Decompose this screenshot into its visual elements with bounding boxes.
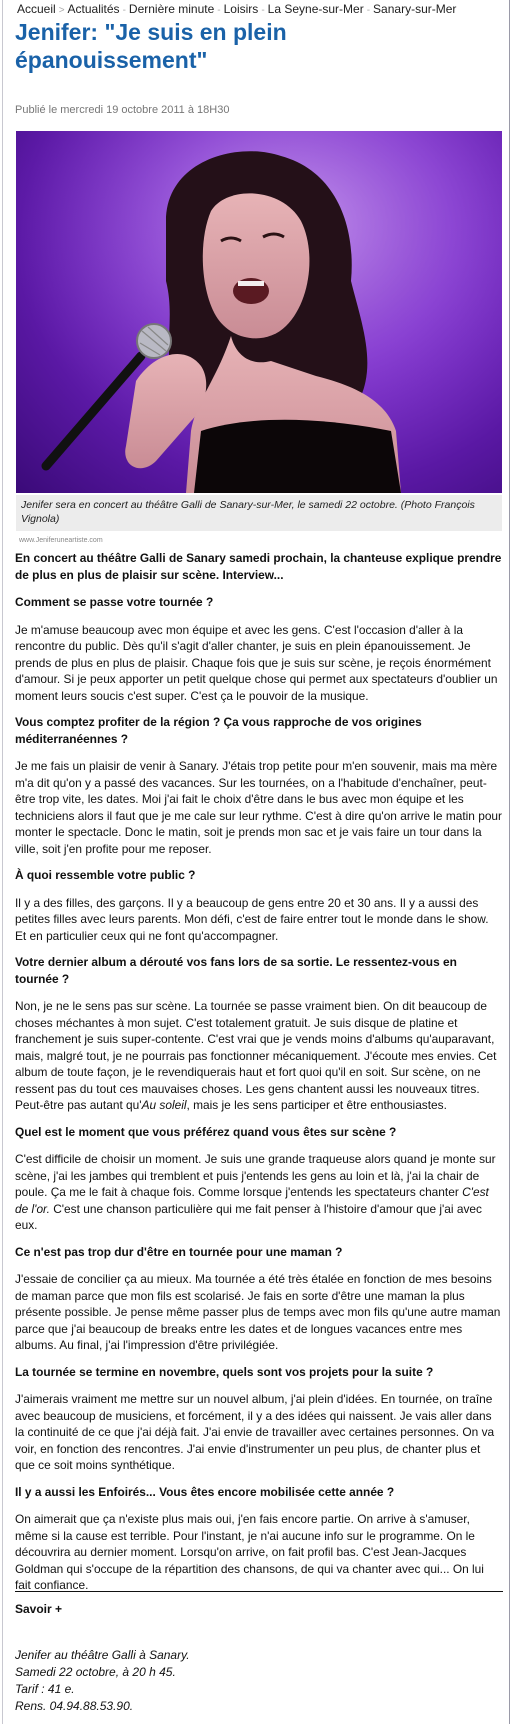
breadcrumb-link[interactable]: Loisirs xyxy=(223,2,259,16)
article-photo xyxy=(16,131,502,493)
photo-source: www.Jeniferuneartiste.com xyxy=(19,537,103,544)
breadcrumb-separator: > xyxy=(58,5,65,16)
breadcrumb-link[interactable]: Dernière minute xyxy=(128,2,215,16)
breadcrumb-separator: - xyxy=(261,5,265,16)
interview-question: Votre dernier album a dérouté vos fans lors de sa sortie. Le ressentez-vous en tournée ? xyxy=(15,955,457,986)
breadcrumb-separator: - xyxy=(217,5,221,16)
article-body xyxy=(15,550,503,1604)
interview-question: Quel est le moment que vous préférez quand vous êtes sur scène ? xyxy=(15,1124,397,1139)
info-line: Rens. 04.94.88.53.90. xyxy=(15,1699,134,1713)
interview-answer: Je m'amuse beaucoup avec mon équipe et avec les gens. C'est l'occasion d'aller à la rencontre du public. Dès qu'il s'agit d'aller chanter, je suis en plein épanouissement. Je prends de plus en plus de plaisir. Chaque fois que je suis sur scène, je reçois énormément d'amour. Si je peux apporter un petit quelque chose qui permet aux spectateurs d'oublier un moment leurs soucis c'est super. C'est ça le pouvoir de la musique. xyxy=(15,622,498,703)
breadcrumb-separator: - xyxy=(122,5,126,16)
answer-text: , mais je les sens participer et être enthousiastes. xyxy=(186,1098,447,1112)
song-title: C'est de l'or. xyxy=(15,1185,489,1216)
interview-answer xyxy=(15,998,503,1114)
concert-photo-illustration xyxy=(16,131,502,493)
interview-answer: Il y a des filles, des garçons. Il y a beaucoup de gens entre 20 et 30 ans. Il y a aussi des petites filles avec leurs parents. Mon défi, c'est de faire entrer tout le monde dans le show. Et en particulier ceux qui ne font qu'accompagner. xyxy=(15,895,489,943)
interview-answer: J'aimerais vraiment me mettre sur un nouvel album, j'ai plein d'idées. En tournée, on traîne avec beaucoup de musiciens, et forcément, il y a des idées qui naissent. Je vais aller dans la continuité de ce que j'ai déjà fait. J'ai envie de travailler avec certaines personnes. On va voir, en fonction des rencontres. J'ai envie d'instrumenter un peu plus, de chanter plus et que ce soit moins synthétique. xyxy=(15,1392,495,1472)
interview-question: Vous comptez profiter de la région ? Ça vous rapproche de vos origines méditerranéennes ? xyxy=(15,715,422,746)
photo-caption: Jenifer sera en concert au théâtre Galli de Sanary-sur-Mer, le samedi 22 octobre. (Photo François Vignola) xyxy=(16,495,502,531)
section-divider xyxy=(15,1591,503,1592)
breadcrumb-link[interactable]: Accueil xyxy=(17,2,56,16)
interview-answer: Je me fais un plaisir de venir à Sanary. J'étais trop petite pour m'en souvenir, mais ma mère m'a dit qu'on y a passé des vacances. Sur les tournées, on a l'habitude d'enchaîner, peut-être trop vite, les dates. Moi j'ai fait le choix d'être dans le bus avec mon équipe et les techniciens alors il faut que je me cale sur leur rythme. C'est à dire qu'on arrive le matin pour monter le spectacle. Donc le matin, soit je prends mon sac et je vais faire un tour dans la ville, soit j'en profite pour me reposer. xyxy=(15,759,502,856)
savoir-plus-title: Savoir + xyxy=(15,1602,63,1616)
interview-question: Comment se passe votre tournée ? xyxy=(15,595,214,609)
breadcrumb-link[interactable]: La Seyne-sur-Mer xyxy=(267,2,364,16)
breadcrumb-link[interactable]: Sanary-sur-Mer xyxy=(373,2,457,16)
interview-answer: On aimerait que ça n'existe plus mais oui, j'en fais encore partie. On arrive à s'amuser, même si la cause est terrible. Pour l'instant, je n'ai aucune info sur le programme. On le découvrira au dernier moment. Lorsqu'on arrive, on fait profil bas. C'est Jean-Jacques Goldman qui s'occupe de la répartition des chansons, de qui va chanter avec qui... On lui fait confiance. xyxy=(15,1512,484,1592)
interview-answer: J'essaie de concilier ça au mieux. Ma tournée a été très étalée en fonction de mes besoins de maman parce que mon fils est scolarisé. Je fais en sorte d'être une maman la plus présente possible. Je pense même passer plus de temps avec mon fils qu'une autre maman parce que j'ai beaucoup de breaks entre les dates et de longues vacances entre mes albums. Au final, j'ai l'impression d'être privilégiée. xyxy=(15,1272,501,1352)
song-title: Au soleil xyxy=(141,1098,187,1112)
publish-date: Publié le mercredi 19 octobre 2011 à 18H30 xyxy=(15,104,230,116)
article-page xyxy=(2,0,510,1724)
breadcrumb-separator: - xyxy=(366,5,371,16)
info-line: Tarif : 41 e. xyxy=(15,1682,75,1696)
answer-text: C'est une chanson particulière qui me fait penser à l'histoire d'amour que j'ai avec eux. xyxy=(15,1201,482,1232)
interview-question: La tournée se termine en novembre, quels sont vos projets pour la suite ? xyxy=(15,1364,434,1379)
article-lead: En concert au théâtre Galli de Sanary samedi prochain, la chanteuse explique prendre de plus en plus de plaisir sur scène. Interview... xyxy=(15,551,502,582)
page-title: Jenifer: "Je suis en plein épanouissement" xyxy=(15,19,287,73)
breadcrumb-link[interactable]: Actualités xyxy=(67,2,120,16)
interview-question: Ce n'est pas trop dur d'être en tournée pour une maman ? xyxy=(15,1244,343,1259)
answer-text: C'est difficile de choisir un moment. Je suis une grande traqueuse alors quand je monte sur scène, j'ai les jambes qui tremblent et puis j'entends les gens au loin et là, j'ai la chair de poule. Ça me le fait à chaque fois. Comme lorsque j'entends les spectateurs chanter xyxy=(15,1152,496,1199)
breadcrumb xyxy=(17,2,456,16)
savoir-plus-info xyxy=(15,1647,190,1715)
info-line: Jenifer au théâtre Galli à Sanary. xyxy=(15,1648,190,1662)
answer-text: Non, je ne le sens pas sur scène. La tournée se passe vraiment bien. On dit beaucoup de choses méchantes à mon sujet. C'est totalement gratuit. Je suis disque de platine et franchement je suis super-contente. C'est vrai que je vends moins d'albums qu'auparavant, mais, malgré tout, je ne pourrais pas fonctionner mécaniquement. J'écoute mes envies. Cet album de toute façon, je le revendiquerais haut et fort quoi qu'il en soit. Sur scène, on ne ressent pas du tout ces mauvaises choses. Les gens chantent aussi les nouveaux titres. Peut-être pas autant qu' xyxy=(15,999,497,1112)
interview-question: À quoi ressemble votre public ? xyxy=(15,868,196,882)
interview-answer xyxy=(15,1151,503,1234)
info-line: Samedi 22 octobre, à 20 h 45. xyxy=(15,1665,176,1679)
interview-question: Il y a aussi les Enfoirés... Vous êtes encore mobilisée cette année ? xyxy=(15,1484,395,1499)
